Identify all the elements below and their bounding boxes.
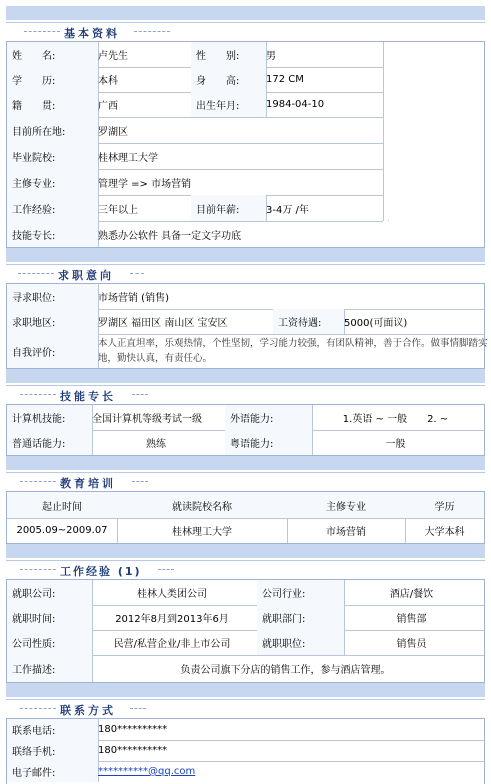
label: 工作经验:: [7, 195, 99, 221]
label: 计算机技能:: [7, 405, 93, 430]
label: 普通话能力:: [7, 430, 93, 455]
label: 求职地区:: [7, 309, 99, 334]
school-value: 桂林理工大学: [98, 152, 158, 164]
email-link[interactable]: **********@qq.com: [98, 766, 196, 777]
section-title: 联系方式: [60, 704, 116, 717]
title-value: 销售员: [396, 639, 427, 650]
header-dash: [130, 708, 146, 709]
label: 籍 贯:: [7, 92, 99, 117]
section-title: 教育培训: [60, 477, 116, 490]
birth-value: 1984-04-10: [261, 92, 389, 117]
label: 工资待遇:: [273, 309, 345, 334]
label: 粤语能力:: [225, 430, 313, 455]
label: 公司行业:: [257, 580, 345, 605]
header-dash: [132, 394, 148, 395]
header-dash: [158, 569, 174, 570]
label: 性 别:: [191, 42, 267, 67]
phone-value: 180**********: [98, 724, 168, 735]
section-band: [6, 248, 485, 262]
position-value: 市场营销 (销售): [98, 293, 169, 304]
skills-value: 熟悉办公软件 具备一定文字功底: [98, 230, 242, 242]
self-evaluation: 本人正直坦率，乐观热情，个性坚韧，学习能力较强，有团队精神，善于合作。做事情脚踏实地，勤快认真，有责任心。: [98, 338, 488, 364]
edu-period: 2005.09~2009.07: [7, 518, 118, 543]
basic-info-table: [6, 41, 485, 248]
header-dash: [18, 273, 54, 274]
header-dash: [20, 481, 56, 482]
table-header: 学历: [405, 492, 484, 518]
work-description: 负责公司旗下分店的销售工作，参与酒店管理。: [180, 665, 391, 676]
company-value: 桂林人类团公司: [87, 580, 258, 605]
section-header-skills: [6, 385, 485, 405]
section-header-work: [6, 560, 485, 580]
section-band: [6, 369, 485, 383]
salary-value: 3-4万 /年: [261, 195, 389, 221]
label: 姓 名:: [7, 42, 99, 67]
section-header-education: [6, 472, 485, 492]
table-header: 主修专业: [287, 492, 406, 518]
section-band: [6, 456, 485, 470]
header-dash: [20, 708, 56, 709]
gender-value: 男: [261, 42, 389, 67]
label: 身 高:: [191, 67, 267, 92]
section-header-contact: [6, 699, 485, 719]
section-title: 工作经验 (1): [60, 565, 142, 578]
mobile-value: 180**********: [98, 745, 168, 756]
section-header-intent: [6, 264, 485, 284]
foreign-value: 1.英语 ~ 一般 2. ~: [342, 414, 449, 425]
time-value: 2012年8月到2013年6月: [87, 605, 258, 630]
table-header: 就读院校名称: [117, 492, 288, 518]
pay-value: 5000(可面议): [344, 318, 408, 329]
degree-value: 本科: [93, 67, 197, 92]
section-band: [6, 683, 485, 697]
section-title: 基本资料: [64, 27, 120, 40]
label: 学 历:: [7, 67, 99, 92]
label: 主修专业:: [7, 169, 99, 195]
computer-value: 全国计算机等级考试一级: [87, 405, 231, 430]
table-row: [7, 518, 484, 543]
label: 技能专长:: [7, 221, 99, 247]
label: 电子邮件:: [7, 761, 99, 782]
header-dash: [24, 31, 60, 32]
dept-value: 销售部: [396, 614, 427, 625]
label: 自我评价:: [7, 334, 99, 368]
label: 目前年薪:: [191, 195, 267, 221]
education-table: [6, 491, 485, 544]
header-dash: [134, 31, 170, 32]
label: 毕业院校:: [7, 143, 99, 169]
label: 目前所在地:: [7, 117, 99, 143]
label: 寻求职位:: [7, 284, 99, 309]
height-value: 172 CM: [261, 67, 389, 92]
area-value: 罗湖区 福田区 南山区 宝安区: [93, 309, 279, 334]
label: 联系电话:: [7, 719, 99, 740]
label: 工作描述:: [7, 655, 93, 682]
section-header-basic: [6, 22, 485, 42]
header-dash: [20, 394, 56, 395]
section-title: 技能专长: [60, 390, 116, 403]
label: 联络手机:: [7, 740, 99, 761]
exp-value: 三年以上: [93, 195, 197, 221]
edu-major: 市场营销: [287, 518, 406, 543]
table-header: 起止时间: [7, 492, 118, 518]
label: 就职职位:: [257, 630, 345, 655]
edu-school: 桂林理工大学: [117, 518, 288, 543]
name-value: 卢先生: [93, 42, 197, 67]
nature-value: 民营/私营企业/非上市公司: [87, 630, 258, 655]
header-dash: [130, 273, 144, 274]
section-band: [6, 6, 485, 20]
header-dash: [132, 481, 148, 482]
label: 就职时间:: [7, 605, 93, 630]
contact-table: [6, 718, 485, 784]
label: 外语能力:: [225, 405, 313, 430]
label: 就职公司:: [7, 580, 93, 605]
cantonese-value: 一般: [385, 439, 406, 450]
intent-table: [6, 283, 488, 369]
major-value: 管理学 => 市场营销: [98, 178, 192, 190]
label: 出生年月:: [191, 92, 267, 117]
mandarin-value: 熟练: [87, 430, 226, 455]
edu-degree: 大学本科: [424, 527, 465, 538]
section-band: [6, 544, 485, 558]
header-dash: [20, 569, 56, 570]
label: 公司性质:: [7, 630, 93, 655]
industry-value: 酒店/餐饮: [389, 589, 434, 600]
hometown-value: 广西: [93, 92, 197, 117]
work-table: [6, 579, 485, 683]
location-value: 罗湖区: [98, 126, 128, 138]
photo-area: [384, 42, 484, 220]
section-title: 求职意向: [58, 269, 114, 282]
label: 就职部门:: [257, 605, 345, 630]
skills-table: [6, 404, 485, 456]
